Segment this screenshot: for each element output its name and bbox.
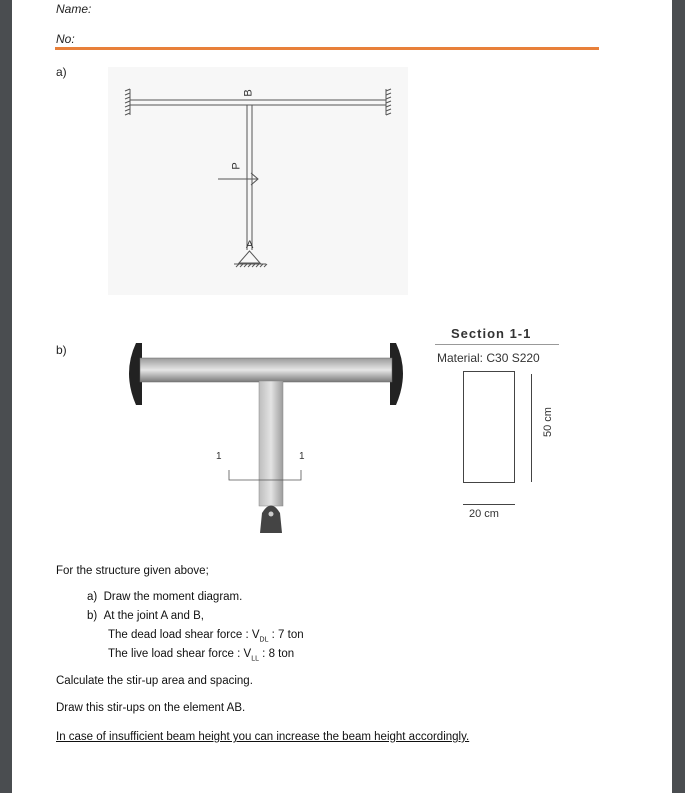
calc-text: Calculate the stir-up area and spacing. [56, 675, 253, 687]
part-a-label: a) [56, 65, 67, 79]
label-p: P [230, 162, 243, 170]
3d-frame-figure-b [112, 333, 432, 543]
section-title: Section 1-1 [451, 326, 532, 341]
column-3d [259, 381, 283, 506]
section-material: Material: C30 S220 [437, 351, 540, 365]
item-a-marker: a) [87, 591, 98, 603]
dead-load-prefix: The dead load shear force : V [108, 629, 260, 641]
live-load-sub: LL [251, 655, 259, 663]
section-detail [427, 322, 567, 522]
item-a [87, 591, 242, 603]
intro-text: For the structure given above; [56, 565, 209, 577]
part-b-label: b) [56, 343, 67, 357]
pin-hole [269, 512, 274, 517]
section-mark-left: 1 [216, 451, 222, 462]
frame-figure-a [108, 67, 408, 295]
name-label: Name: [56, 2, 92, 16]
item-b-marker: b) [87, 610, 98, 622]
height-dimension-line [531, 374, 532, 482]
draw-text: Draw this stir-ups on the element AB. [56, 702, 246, 714]
number-label: No: [56, 32, 75, 46]
height-label: 50 cm [541, 407, 554, 437]
dead-load-value: : 7 ton [268, 629, 304, 641]
label-b: B [242, 89, 255, 97]
live-load-line [108, 648, 294, 662]
3d-frame-diagram [112, 333, 432, 543]
item-b [87, 610, 204, 622]
header-divider [55, 47, 599, 50]
width-label: 20 cm [469, 508, 499, 520]
label-a: A [246, 239, 254, 251]
note-text: In case of insufficient beam height you can increase the beam height accordingly. [56, 731, 470, 743]
frame-diagram [108, 67, 408, 295]
document-page [12, 0, 672, 793]
beam-3d [140, 358, 392, 382]
live-load-prefix: The live load shear force : V [108, 648, 252, 660]
pin-support-3d [260, 506, 282, 534]
section-mark-right: 1 [299, 451, 305, 462]
live-load-value: : 8 ton [258, 648, 295, 660]
section-title-underline [435, 344, 559, 345]
item-a-text: Draw the moment diagram. [103, 591, 243, 603]
dead-load-line [108, 629, 304, 643]
dead-load-sub: DL [259, 636, 269, 644]
width-dimension-line [463, 504, 515, 505]
item-b-text: At the joint A and B, [103, 610, 205, 622]
section-rectangle [463, 371, 515, 483]
